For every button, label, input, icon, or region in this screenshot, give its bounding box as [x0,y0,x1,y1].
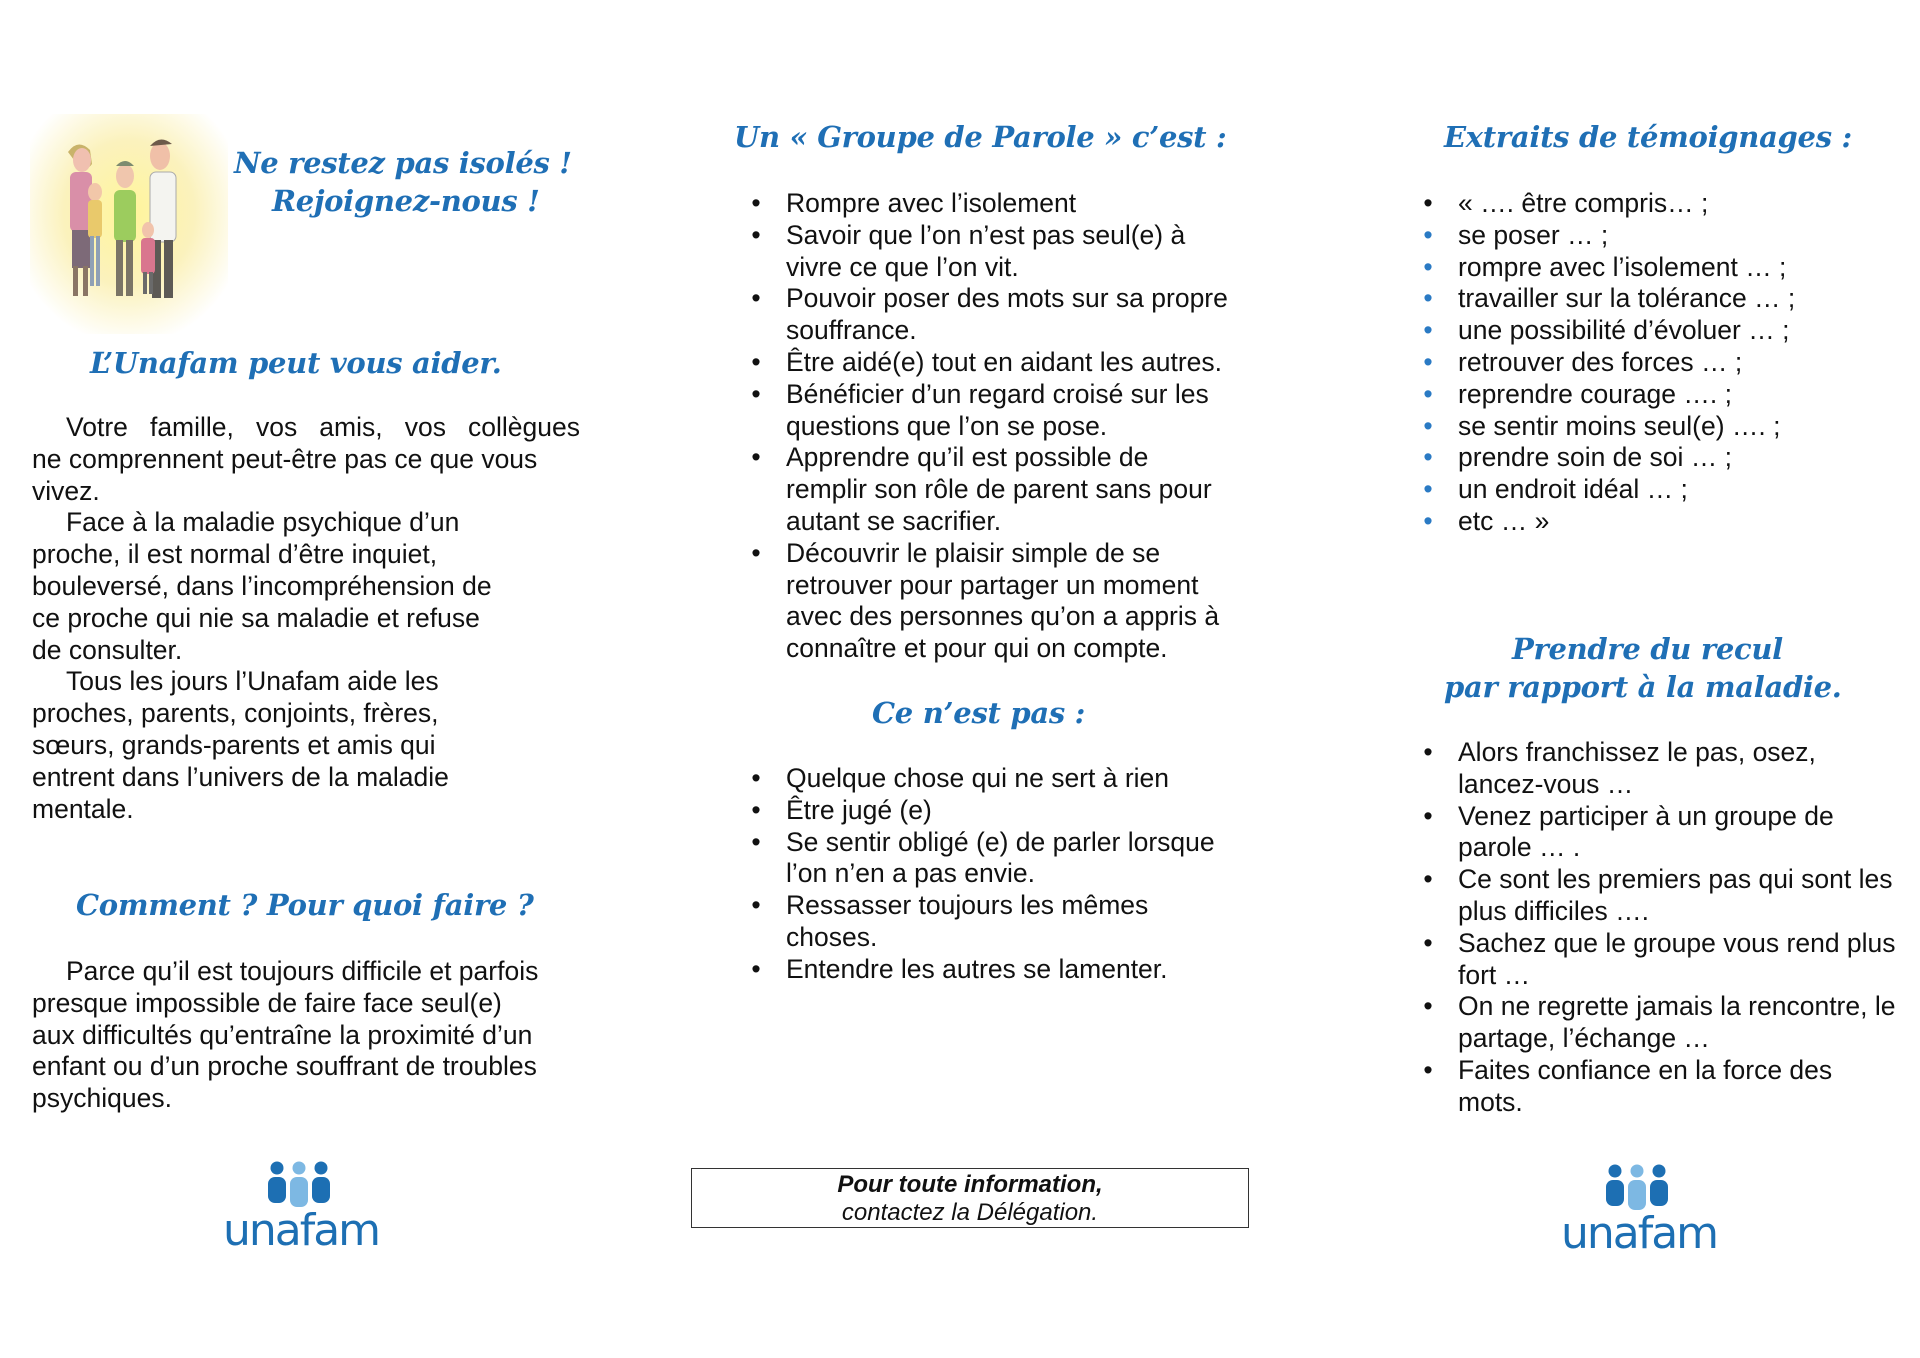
list-item [751,219,1286,284]
list-item [751,826,1286,891]
list-item-text: parole … . [1458,832,1581,863]
list-item-text: Ressasser toujours les mêmes [786,890,1149,921]
list-item [1423,442,1898,474]
list-item-text: Apprendre qu’il est possible de [786,442,1149,473]
help-line: ne comprennent peut-être pas ce que vous [32,443,538,474]
help-line: sœurs, grands-parents et amis qui [32,729,436,760]
bullet-icon: • [751,378,761,409]
unafam-logo-left [214,1160,389,1252]
help-line: vivez. [32,475,100,506]
list-item [751,794,1286,827]
list-item-text: On ne regrette jamais la rencontre, le [1458,991,1896,1022]
help-line: proche, il est normal d’être inquiet, [32,539,438,570]
bullet-icon: • [1423,474,1433,505]
bullet-icon: • [751,219,761,250]
help-line: de consulter. [32,634,183,665]
why-line: psychiques. [32,1083,172,1114]
list-item-text: Savoir que l’on n’est pas seul(e) à [786,219,1186,250]
testimonials-list [1423,188,1898,538]
list-item [751,378,1286,443]
help-line: bouleversé, dans l’incompréhension de [32,570,492,601]
bullet-icon: • [1423,188,1433,218]
group-is-heading: Un « Groupe de Parole » c’est : [734,120,1227,154]
help-line: Face à la maladie psychique d’un [66,507,460,538]
list-item [1423,188,1898,220]
list-item-text: Découvrir le plaisir simple de se [786,537,1161,568]
list-item-text: Être jugé (e) [786,794,932,825]
list-item-text: « …. être compris… ; [1458,188,1709,218]
list-item [1423,991,1918,1055]
list-item [751,283,1286,347]
list-item-text: Être aidé(e) tout en aidant les autres. [786,346,1223,377]
why-line: aux difficultés qu’entraîne la proximité d’un [32,1019,533,1050]
help-line: Votre famille, vos amis, vos collègues [66,412,580,442]
why-line: Parce qu’il est toujours difficile et parfois [66,956,539,986]
help-paragraphs [32,412,580,825]
unafam-wordmark: unafam [1560,1208,1718,1255]
list-item [751,442,1286,537]
bullet-icon: • [1423,410,1433,441]
list-item-text: prendre soin de soi … ; [1458,442,1732,473]
bullet-icon: • [1423,219,1433,250]
bullet-icon: • [1423,378,1433,409]
bullet-icon: • [751,188,761,218]
list-item [1423,378,1898,411]
bullet-icon: • [1423,1054,1433,1085]
bullet-icon: • [751,794,761,825]
bullet-icon: • [751,346,761,377]
bullet-icon: • [751,442,761,473]
list-item-text: Ce sont les premiers pas qui sont les [1458,864,1893,895]
bullet-icon: • [751,953,761,984]
list-item-text: autant se sacrifier. [786,505,1002,536]
list-item-text: retrouver pour partager un moment [786,569,1199,600]
list-item-text: se sentir moins seul(e) …. ; [1458,410,1781,441]
list-item-text: Pouvoir poser des mots sur sa propre [786,283,1228,314]
bullet-icon: • [751,890,761,921]
bullet-icon: • [751,826,761,857]
list-item-text: mots. [1458,1086,1523,1117]
list-item-text: une possibilité d’évoluer … ; [1458,315,1790,346]
list-item-text: etc … » [1458,505,1550,536]
list-item-text: reprendre courage …. ; [1458,378,1732,409]
list-item-text: fort … [1458,959,1531,990]
title-line-1: Ne restez pas isolés ! [234,146,572,180]
bullet-icon: • [1423,737,1433,767]
family-group-illustration [30,114,228,334]
testimonials-heading: Extraits de témoignages : [1444,120,1852,154]
why-line: presque impossible de faire face seul(e) [32,987,502,1018]
list-item-text: Venez participer à un groupe de [1458,800,1834,831]
unafam-logo-icon [1552,1163,1727,1255]
list-item-text: lancez-vous … [1458,768,1634,799]
unafam-wordmark: unafam [222,1205,380,1252]
list-item-text: Faites confiance en la force des [1458,1054,1833,1085]
help-line: entrent dans l’univers de la maladie [32,761,449,792]
unafam-logo-right [1552,1163,1727,1255]
list-item [751,188,1286,220]
bullet-icon: • [1423,346,1433,377]
list-item [1423,219,1898,252]
list-item-text: avec des personnes qu’on a appris à [786,601,1220,632]
list-item [1423,251,1898,284]
step-back-list [1423,737,1918,1119]
bullet-icon: • [1423,800,1433,831]
help-line: ce proche qui nie sa maladie et refuse [32,602,480,633]
list-item-text: Entendre les autres se lamenter. [786,953,1168,984]
list-item [1423,315,1898,347]
help-heading: L’Unafam peut vous aider. [90,346,502,380]
list-item-text: rompre avec l’isolement … ; [1458,251,1787,282]
list-item [1423,410,1898,443]
bullet-icon: • [751,283,761,314]
list-item [751,346,1286,379]
info-box-line-1: Pour toute information, [837,1171,1103,1198]
list-item-text: partage, l’échange … [1458,1023,1710,1054]
list-item-text: plus difficiles …. [1458,895,1649,926]
bullet-icon: • [1423,251,1433,282]
step-back-heading-line-1: Prendre du recul [1512,632,1783,666]
list-item-text: Alors franchissez le pas, osez, [1458,737,1816,767]
list-item [1423,927,1918,992]
help-line: mentale. [32,793,134,824]
list-item-text: un endroit idéal … ; [1458,474,1688,505]
list-item-text: travailler sur la tolérance … ; [1458,283,1796,314]
list-item-text: se poser … ; [1458,219,1609,250]
group-is-list [751,188,1286,665]
list-item [1423,1054,1918,1119]
group-is-not-list [751,763,1286,986]
bullet-icon: • [1423,505,1433,536]
list-item-text: Se sentir obligé (e) de parler lorsque [786,826,1215,857]
list-item-text: retrouver des forces … ; [1458,346,1743,377]
list-item [751,537,1286,665]
help-line: Tous les jours l’Unafam aide les [66,666,439,697]
why-line: enfant ou d’un proche souffrant de troubles [32,1051,537,1082]
unafam-logo-icon [214,1160,389,1252]
list-item [751,890,1286,954]
list-item [1423,474,1898,506]
list-item-text: choses. [786,921,878,952]
step-back-heading-line-2: par rapport à la maladie. [1444,670,1842,704]
bullet-icon: • [1423,991,1433,1022]
list-item-text: connaître et pour qui on compte. [786,633,1168,664]
list-item-text: Bénéficier d’un regard croisé sur les [786,378,1209,409]
list-item [1423,800,1918,865]
bullet-icon: • [1423,864,1433,895]
title-line-2: Rejoignez-nous ! [272,184,540,218]
info-box [691,1168,1249,1228]
list-item-text: vivre ce que l’on vit. [786,251,1019,282]
list-item [1423,505,1898,538]
list-item [751,953,1286,986]
info-box-line-2: contactez la Délégation. [841,1199,1099,1226]
bullet-icon: • [1423,315,1433,346]
list-item-text: remplir son rôle de parent sans pour [786,474,1212,505]
list-item-text: Quelque chose qui ne sert à rien [786,763,1170,793]
list-item [1423,346,1898,379]
list-item [1423,737,1918,801]
list-item-text: l’on n’en a pas envie. [786,858,1035,889]
list-item [751,763,1286,795]
list-item [1423,283,1898,315]
list-item [1423,864,1918,928]
list-item-text: Rompre avec l’isolement [786,188,1077,218]
list-item-text: questions que l’on se pose. [786,410,1108,441]
help-line: proches, parents, conjoints, frères, [32,698,439,729]
why-paragraph [32,956,592,1115]
list-item-text: souffrance. [786,315,917,346]
list-item-text: Sachez que le groupe vous rend plus [1458,927,1896,958]
bullet-icon: • [1423,927,1433,958]
bullet-icon: • [1423,283,1433,314]
bullet-icon: • [1423,442,1433,473]
why-heading: Comment ? Pour quoi faire ? [76,888,534,922]
group-is-not-heading: Ce n’est pas : [872,696,1086,730]
bullet-icon: • [751,537,761,568]
bullet-icon: • [751,763,761,793]
